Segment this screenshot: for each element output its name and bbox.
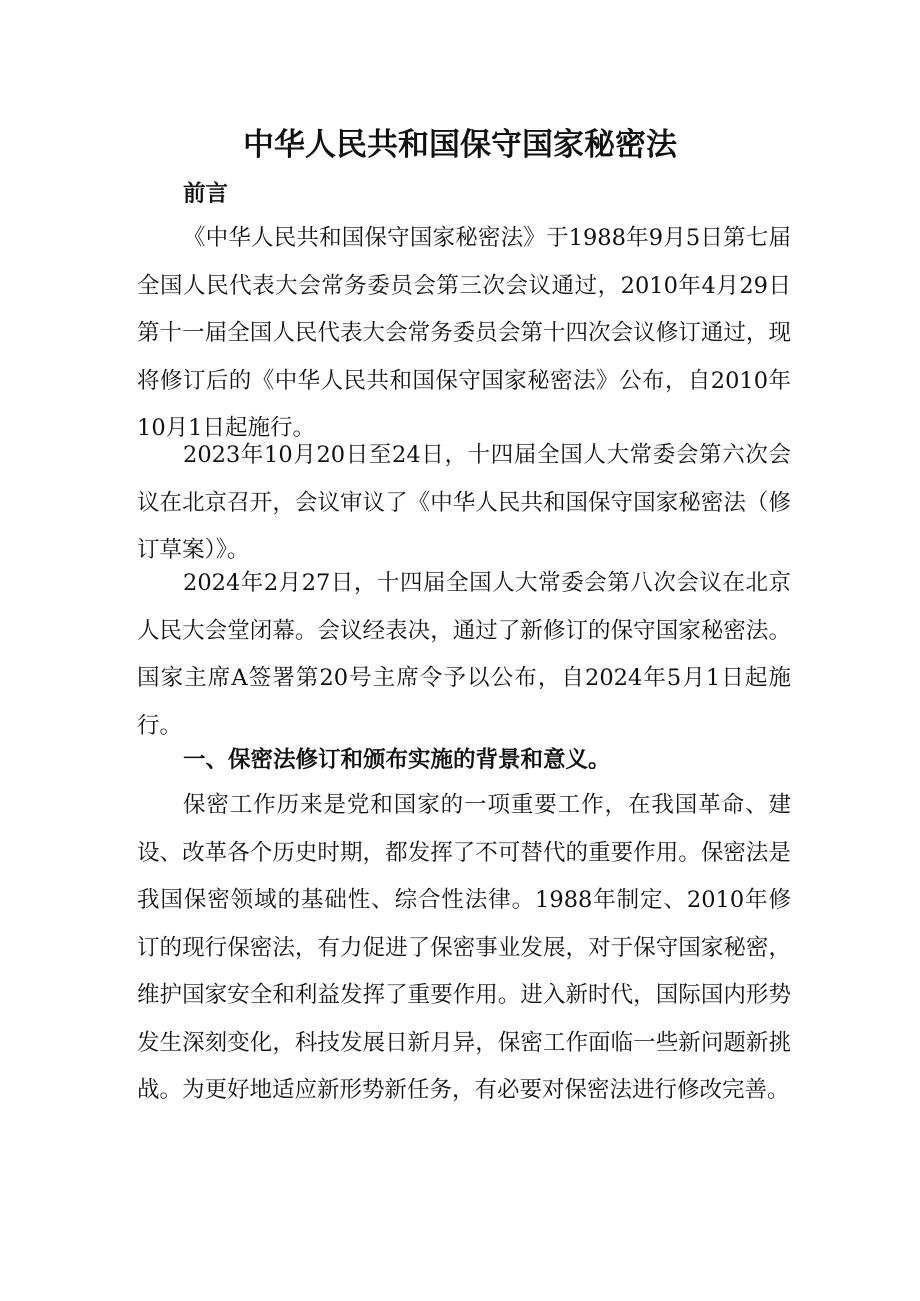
document-title: 中华人民共和国保守国家秘密法 <box>243 127 677 163</box>
section-heading-preface: 前言 <box>183 181 229 207</box>
paragraph-background-1: 保密工作历来是党和国家的一项重要工作，在我国革命、建设、改革各个历史时期，都发挥了不可替代的重要作用。保密法是我国保密领域的基础性、综合性法律。1988年制定、2010年修订的现行保密法，有力促进了保密事业发展，对于保守国家秘密，维护国家安全和利益发挥了重要作用。进入新时代，国际国内形势发生深刻变化，科技发展日新月异，保密工作面临一些新问题新挑战。为更好地适应新形势新任务，有必要对保密法进行修改完善。 <box>137 792 791 1103</box>
paragraph-preface-1: 《中华人民共和国保守国家秘密法》于1988年9月5日第七届全国人民代表大会常务委员会第三次会议通过，2010年4月29日第十一届全国人民代表大会常务委员会第十四次会议修订通过，现将修订后的《中华人民共和国保守国家秘密法》公布，自2010年10月1日起施行。 <box>137 225 791 441</box>
paragraph-preface-3: 2024年2月27日，十四届全国人大常委会第八次会议在北京人民大会堂闭幕。会议经表决，通过了新修订的保守国家秘密法。国家主席A签署第20号主席令予以公布，自2024年5月1日起施行。 <box>137 570 791 739</box>
paragraph-preface-2: 2023年10月20日至24日，十四届全国人大常委会第六次会议在北京召开，会议审议了《中华人民共和国保守国家秘密法（修订草案）》。 <box>137 442 791 563</box>
section-heading-background: 一、保密法修订和颁布实施的背景和意义。 <box>183 747 611 773</box>
